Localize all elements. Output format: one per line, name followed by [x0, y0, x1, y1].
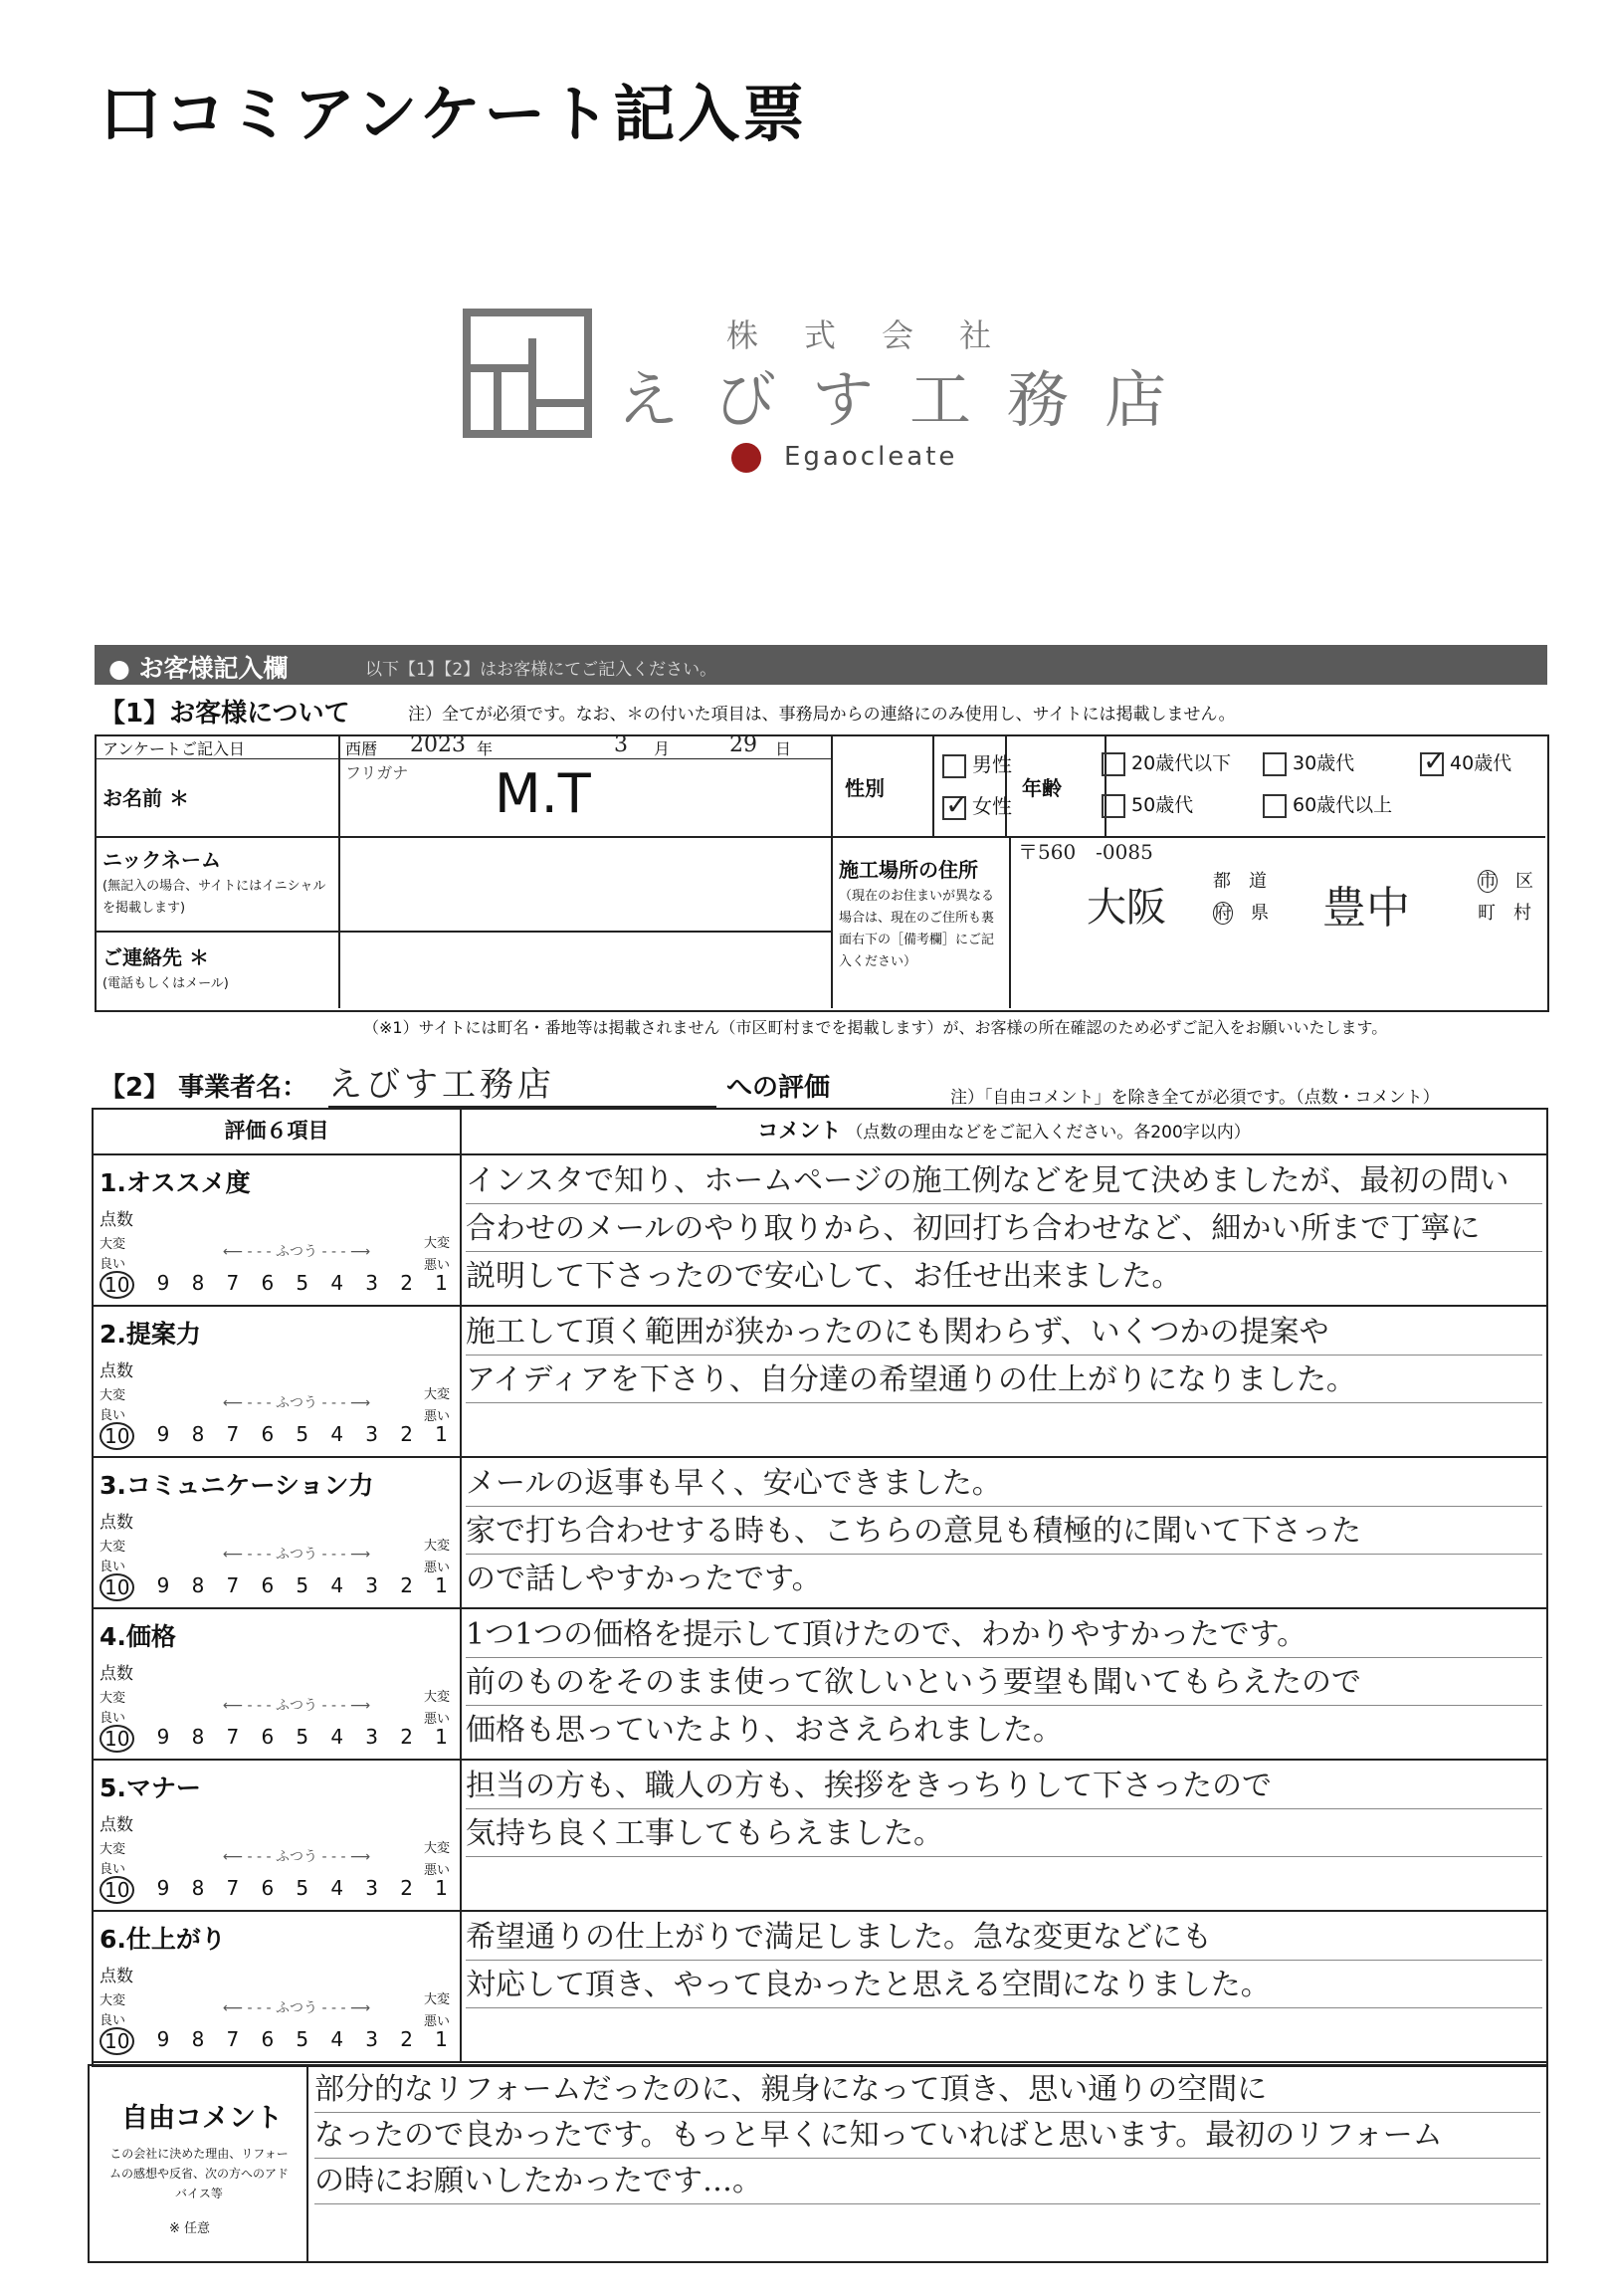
points-label: 点数: [100, 1513, 133, 1533]
good-text: 良い: [100, 2013, 126, 2028]
great-text: 大変: [100, 1842, 126, 1857]
address-footnote: （※1）サイトには町名・番地等は掲載されません（市区町村までを掲載します）が、お客様の所在確認のため必ずご記入をお願いいたします。: [363, 1018, 1388, 1037]
age-30s-text: 30歳代: [1293, 752, 1355, 774]
good-text: 良い: [100, 1257, 126, 1272]
scale-normal: ⟵ ‐ ‐ ‐ ふつう ‐ ‐ ‐ ⟶: [223, 1244, 371, 1260]
furigana-label: フリガナ: [345, 763, 409, 782]
score-scale: [100, 2027, 448, 2055]
logo-english: Egaocleate: [784, 442, 958, 472]
normal-text: ふつう: [276, 1698, 318, 1714]
score-option[interactable]: 8: [191, 1271, 205, 1295]
score-option[interactable]: 3: [365, 1573, 379, 1597]
score-option[interactable]: 7: [226, 1271, 240, 1295]
logo-dot-icon: [731, 443, 761, 473]
score-option[interactable]: 6: [261, 1271, 275, 1295]
score-option[interactable]: 5: [296, 1876, 309, 1900]
section2-note: 注）「自由コメント」を除き全てが必須です。（点数・コメント）: [950, 1088, 1440, 1108]
free-comment-line: なったので良かったです。もっと早くに知っていればと思います。最初のリフォーム: [314, 2114, 1540, 2159]
age-30s-checkbox[interactable]: [1263, 752, 1287, 776]
score-option[interactable]: 6: [261, 1725, 275, 1749]
normal-text: ふつう: [276, 1395, 318, 1411]
score-option[interactable]: 2: [400, 1422, 413, 1446]
age-label: 年齢: [1022, 776, 1062, 800]
score-option[interactable]: 5: [296, 1725, 309, 1749]
score-option[interactable]: 5: [296, 1271, 309, 1295]
prefecture-units: [1213, 866, 1273, 930]
points-label: 点数: [100, 1664, 133, 1684]
nickname-field[interactable]: [341, 838, 829, 930]
score-option[interactable]: 8: [191, 1876, 205, 1900]
eval-item-cell: [94, 1912, 462, 2063]
great-text: 大変: [100, 1691, 126, 1706]
score-option[interactable]: 9: [156, 1725, 170, 1749]
free-comment-area[interactable]: [310, 2066, 1544, 2261]
score-option[interactable]: 4: [330, 1573, 344, 1597]
score-scale: [100, 1725, 448, 1753]
score-option[interactable]: 1: [435, 1876, 448, 1900]
bad-text: 悪い: [423, 1409, 450, 1424]
score-option[interactable]: 9: [156, 1422, 170, 1446]
score-option[interactable]: 4: [330, 1271, 344, 1295]
free-comment-label: 自由コメント: [121, 2103, 283, 2134]
day-unit: 日: [775, 739, 792, 758]
comment-line: [466, 2011, 1542, 2055]
score-option[interactable]: 2: [400, 1876, 413, 1900]
verybad-text: 大変: [423, 1387, 450, 1402]
score-scale: [100, 1422, 448, 1450]
age-option-40s[interactable]: [1420, 748, 1511, 776]
score-option[interactable]: 1: [435, 1422, 448, 1446]
verybad-text: 大変: [423, 1690, 450, 1705]
unit-do: 道: [1249, 871, 1267, 892]
scale-normal: ⟵ ‐ ‐ ‐ ふつう ‐ ‐ ‐ ⟶: [223, 1698, 371, 1714]
scale-great: [100, 1386, 125, 1426]
score-option[interactable]: 2: [400, 1271, 413, 1295]
age-option-50s[interactable]: [1102, 790, 1193, 818]
age-option-20s[interactable]: [1102, 748, 1231, 776]
comment-line: 希望通りの仕上がりで満足しました。急な変更などにも: [466, 1916, 1542, 1961]
section1-heading: 【1】お客様について: [100, 699, 350, 729]
verybad-text: 大変: [423, 1539, 450, 1554]
score-option[interactable]: 6: [261, 2027, 275, 2051]
name-value[interactable]: M.T: [495, 762, 591, 825]
score-option[interactable]: 2: [400, 1573, 413, 1597]
score-option[interactable]: 3: [365, 1725, 379, 1749]
score-option[interactable]: 8: [191, 1725, 205, 1749]
unit-shi: 市: [1479, 871, 1497, 892]
male-checkbox[interactable]: [942, 754, 966, 778]
comment-line: 合わせのメールのやり取りから、初回打ち合わせなど、細かい所まで丁寧に: [466, 1207, 1542, 1252]
score-option[interactable]: 9: [156, 1573, 170, 1597]
prefecture-value[interactable]: 大阪: [1087, 885, 1166, 931]
score-scale: [100, 1876, 448, 1904]
unit-mura: 村: [1513, 903, 1531, 924]
company-logo-icon: [463, 309, 592, 438]
points-label: 点数: [100, 1815, 133, 1835]
score-option[interactable]: 10: [100, 1271, 134, 1299]
unit-fu: 府: [1214, 903, 1232, 924]
banner-heading: ● お客様記入欄: [108, 654, 289, 683]
free-comment-optional: ※ 任意: [169, 2221, 211, 2236]
eval-item-name: 4.価格: [100, 1622, 176, 1651]
age-option-60s[interactable]: [1263, 790, 1392, 818]
evaluation-table: [92, 1108, 1548, 2067]
good-text: 良い: [100, 1711, 126, 1726]
great-text: 大変: [100, 1993, 126, 2008]
eval-comment-cell[interactable]: [462, 1458, 1546, 1609]
comment-line: アイディアを下さり、自分達の希望通りの仕上がりになりました。: [466, 1358, 1542, 1403]
eval-item-cell: [94, 1155, 462, 1307]
comment-line: 対応して頂き、やって良かったと思える空間になりました。: [466, 1964, 1542, 2008]
good-text: 良い: [100, 1862, 126, 1877]
comment-line: インスタで知り、ホームページの施工例などを見て決めましたが、最初の問い: [466, 1159, 1542, 1204]
scale-great: [100, 1991, 125, 2031]
comment-line: 1つ1つの価格を提示して頂けたので、わかりやすかったです。: [466, 1613, 1542, 1658]
nickname-subtext: (無記入の場合、サイトにはイニシャルを掲載します): [102, 879, 326, 916]
score-option[interactable]: 1: [435, 2027, 448, 2051]
customer-section-banner: [95, 645, 1547, 685]
score-scale: [100, 1271, 448, 1299]
score-option[interactable]: 1: [435, 1573, 448, 1597]
logo-company-name: えびす工務店: [617, 363, 1203, 436]
bad-text: 悪い: [423, 1561, 450, 1575]
eval-item-cell: [94, 1307, 462, 1458]
good-text: 良い: [100, 1560, 126, 1574]
score-option[interactable]: 9: [156, 2027, 170, 2051]
nickname-label: ニックネーム: [102, 848, 221, 872]
page-title: 口コミアンケート記入票: [100, 78, 808, 150]
company-name-field[interactable]: えびす工務店: [328, 1057, 716, 1108]
free-comment-subtext: この会社に決めた理由、リフォームの感想や反省、次の方へのアドバイス等: [109, 2147, 290, 2200]
free-comment-line: の時にお願いしたかったです…。: [314, 2160, 1540, 2204]
score-option[interactable]: 2: [400, 2027, 413, 2051]
scale-normal: ⟵ ‐ ‐ ‐ ふつう ‐ ‐ ‐ ⟶: [223, 1849, 371, 1865]
score-option[interactable]: 7: [226, 1422, 240, 1446]
eval-item-name: 1.オススメ度: [100, 1168, 251, 1197]
bad-text: 悪い: [423, 1258, 450, 1273]
score-option[interactable]: 7: [226, 1573, 240, 1597]
comment-line: 施工して頂く範囲が狭かったのにも関わらず、いくつかの提案や: [466, 1311, 1542, 1356]
survey-date-label: アンケートご記入日: [102, 739, 246, 758]
score-option[interactable]: 4: [330, 1725, 344, 1749]
eval-comment-cell[interactable]: [462, 1307, 1546, 1458]
age-option-30s[interactable]: [1263, 748, 1354, 776]
score-option[interactable]: 10: [100, 2027, 134, 2055]
comment-line: 家で打ち合わせする時も、こちらの意見も積極的に聞いて下さった: [466, 1510, 1542, 1555]
good-text: 良い: [100, 1408, 126, 1423]
score-option[interactable]: 2: [400, 1725, 413, 1749]
city-units: [1478, 866, 1537, 930]
comment-header: コメント: [757, 1119, 842, 1143]
section2-suffix: への評価: [726, 1073, 831, 1103]
name-label: お名前 ＊: [102, 786, 189, 810]
female-text: 女性: [972, 794, 1012, 818]
great-text: 大変: [100, 1237, 126, 1252]
normal-text: ふつう: [276, 2000, 318, 2016]
score-option[interactable]: 9: [156, 1876, 170, 1900]
date-month[interactable]: 3: [614, 732, 628, 757]
score-option[interactable]: 3: [365, 2027, 379, 2051]
normal-text: ふつう: [276, 1547, 318, 1563]
year-unit: 年: [477, 739, 494, 758]
unit-ku: 区: [1515, 871, 1533, 892]
eval-items-header: 評価６項目: [224, 1119, 329, 1143]
gender-label: 性別: [845, 776, 885, 800]
month-unit: 月: [654, 739, 671, 758]
age-40s-text: 40歳代: [1450, 752, 1512, 774]
scale-great: [100, 1689, 125, 1729]
score-option[interactable]: 7: [226, 1876, 240, 1900]
score-option[interactable]: 5: [296, 2027, 309, 2051]
female-checkbox[interactable]: [942, 796, 966, 820]
bad-text: 悪い: [423, 2014, 450, 2029]
free-comment-line: [314, 2205, 1540, 2249]
scale-normal: ⟵ ‐ ‐ ‐ ふつう ‐ ‐ ‐ ⟶: [223, 1395, 371, 1411]
age-20s-checkbox[interactable]: [1102, 752, 1125, 776]
points-label: 点数: [100, 1361, 133, 1381]
unit-ken: 県: [1251, 903, 1269, 924]
score-option[interactable]: 10: [100, 1725, 134, 1753]
score-option[interactable]: 9: [156, 1271, 170, 1295]
comment-line: [466, 1860, 1542, 1904]
eval-comment-cell[interactable]: [462, 1912, 1546, 2063]
score-option[interactable]: 6: [261, 1422, 275, 1446]
section2-heading: 【2】 事業者名：: [100, 1073, 308, 1103]
bad-text: 悪い: [423, 1863, 450, 1878]
comment-line: 価格も思っていたより、おさえられました。: [466, 1713, 1063, 1748]
score-option[interactable]: 3: [365, 1271, 379, 1295]
score-option[interactable]: 4: [330, 2027, 344, 2051]
points-label: 点数: [100, 1210, 133, 1230]
score-option[interactable]: 5: [296, 1422, 309, 1446]
address-label: 施工場所の住所: [839, 858, 978, 882]
score-option[interactable]: 10: [100, 1573, 134, 1601]
score-option[interactable]: 3: [365, 1876, 379, 1900]
score-option[interactable]: 10: [100, 1876, 134, 1904]
age-60s-text: 60歳代以上: [1293, 794, 1393, 816]
logo-company-type: 株式会社: [726, 316, 1038, 354]
comment-line: [466, 1406, 1542, 1450]
scale-great: [100, 1538, 125, 1577]
normal-text: ふつう: [276, 1244, 318, 1260]
score-option[interactable]: 8: [191, 1573, 205, 1597]
eval-comment-cell[interactable]: [462, 1609, 1546, 1761]
address-subtext: （現在のお住まいが異なる場合は、現在のご住所も裏面右下の［備考欄］にご記入ください）: [839, 889, 995, 969]
normal-text: ふつう: [276, 1849, 318, 1865]
scale-normal: ⟵ ‐ ‐ ‐ ふつう ‐ ‐ ‐ ⟶: [223, 2000, 371, 2016]
gender-male-option[interactable]: [942, 748, 1012, 778]
age-60s-checkbox[interactable]: [1263, 794, 1287, 818]
great-text: 大変: [100, 1388, 126, 1403]
comment-header-note: （点数の理由などをご記入ください。各200字以内）: [846, 1123, 1251, 1143]
eval-comment-cell[interactable]: [462, 1761, 1546, 1912]
score-option[interactable]: 6: [261, 1876, 275, 1900]
comment-line: ので話しやすかったです。: [466, 1562, 822, 1596]
unit-to: 都: [1213, 871, 1231, 892]
contact-subtext: (電話もしくはメール): [102, 976, 229, 991]
eval-item-name: 6.仕上がり: [100, 1925, 226, 1954]
score-option[interactable]: 4: [330, 1876, 344, 1900]
date-year[interactable]: 2023: [410, 732, 466, 757]
banner-note: 以下【1】【2】はお客様にてご記入ください。: [365, 660, 717, 680]
score-option[interactable]: 1: [435, 1725, 448, 1749]
gender-female-option[interactable]: [942, 790, 1012, 820]
age-50s-checkbox[interactable]: [1102, 794, 1125, 818]
comment-line: 前のものをそのまま使って欲しいという要望も聞いてもらえたので: [466, 1661, 1542, 1706]
score-option[interactable]: 8: [191, 2027, 205, 2051]
score-option[interactable]: 7: [226, 1725, 240, 1749]
comment-line: 気持ち良く工事してもらえました。: [466, 1812, 1542, 1857]
eval-item-cell: [94, 1458, 462, 1609]
free-comment-line: 部分的なリフォームだったのに、親身になって頂き、思い通りの空間に: [314, 2068, 1540, 2113]
scale-great: [100, 1840, 125, 1880]
age-50s-text: 50歳代: [1131, 794, 1194, 816]
section1-note: 注）全てが必須です。なお、＊の付いた項目は、事務局からの連絡にのみ使用し、サイトには掲載しません。: [408, 705, 1236, 725]
verybad-text: 大変: [423, 1236, 450, 1251]
bad-text: 悪い: [423, 1712, 450, 1727]
male-text: 男性: [972, 752, 1012, 776]
eval-item-cell: [94, 1609, 462, 1761]
unit-machi: 町: [1478, 903, 1496, 924]
score-option[interactable]: 6: [261, 1573, 275, 1597]
free-comment-section: [88, 2064, 1548, 2263]
score-option[interactable]: 1: [435, 1271, 448, 1295]
score-option[interactable]: 10: [100, 1422, 134, 1450]
verybad-text: 大変: [423, 1841, 450, 1856]
age-20s-text: 20歳代以下: [1131, 752, 1232, 774]
age-40s-checkbox[interactable]: [1420, 752, 1444, 776]
eval-comment-cell[interactable]: [462, 1155, 1546, 1307]
score-option[interactable]: 8: [191, 1422, 205, 1446]
contact-label: ご連絡先 ＊: [102, 945, 209, 969]
comment-line: 担当の方も、職人の方も、挨拶をきっちりして下さったので: [466, 1765, 1542, 1809]
comment-line: メールの返事も早く、安心できました。: [466, 1462, 1542, 1507]
score-option[interactable]: 5: [296, 1573, 309, 1597]
verybad-text: 大変: [423, 1992, 450, 2007]
eval-item-name: 2.提案力: [100, 1320, 201, 1349]
comment-line: 説明して下さったので安心して、お任せ出来ました。: [466, 1259, 1182, 1294]
eval-item-cell: [94, 1761, 462, 1912]
eval-item-name: 5.マナー: [100, 1774, 201, 1802]
points-label: 点数: [100, 1967, 133, 1986]
contact-field[interactable]: [341, 933, 829, 1008]
score-option[interactable]: 3: [365, 1422, 379, 1446]
score-scale: [100, 1573, 448, 1601]
city-value[interactable]: 豊中: [1322, 883, 1410, 934]
date-day[interactable]: 29: [729, 732, 757, 757]
scale-great: [100, 1235, 125, 1275]
score-option[interactable]: 7: [226, 2027, 240, 2051]
date-era: 西暦: [345, 739, 378, 758]
postal-code[interactable]: 〒560 -0085: [1018, 840, 1153, 864]
score-option[interactable]: 4: [330, 1422, 344, 1446]
customer-info-table: [95, 734, 1549, 1012]
scale-normal: ⟵ ‐ ‐ ‐ ふつう ‐ ‐ ‐ ⟶: [223, 1547, 371, 1563]
great-text: 大変: [100, 1540, 126, 1555]
eval-item-name: 3.コミュニケーション力: [100, 1471, 374, 1500]
